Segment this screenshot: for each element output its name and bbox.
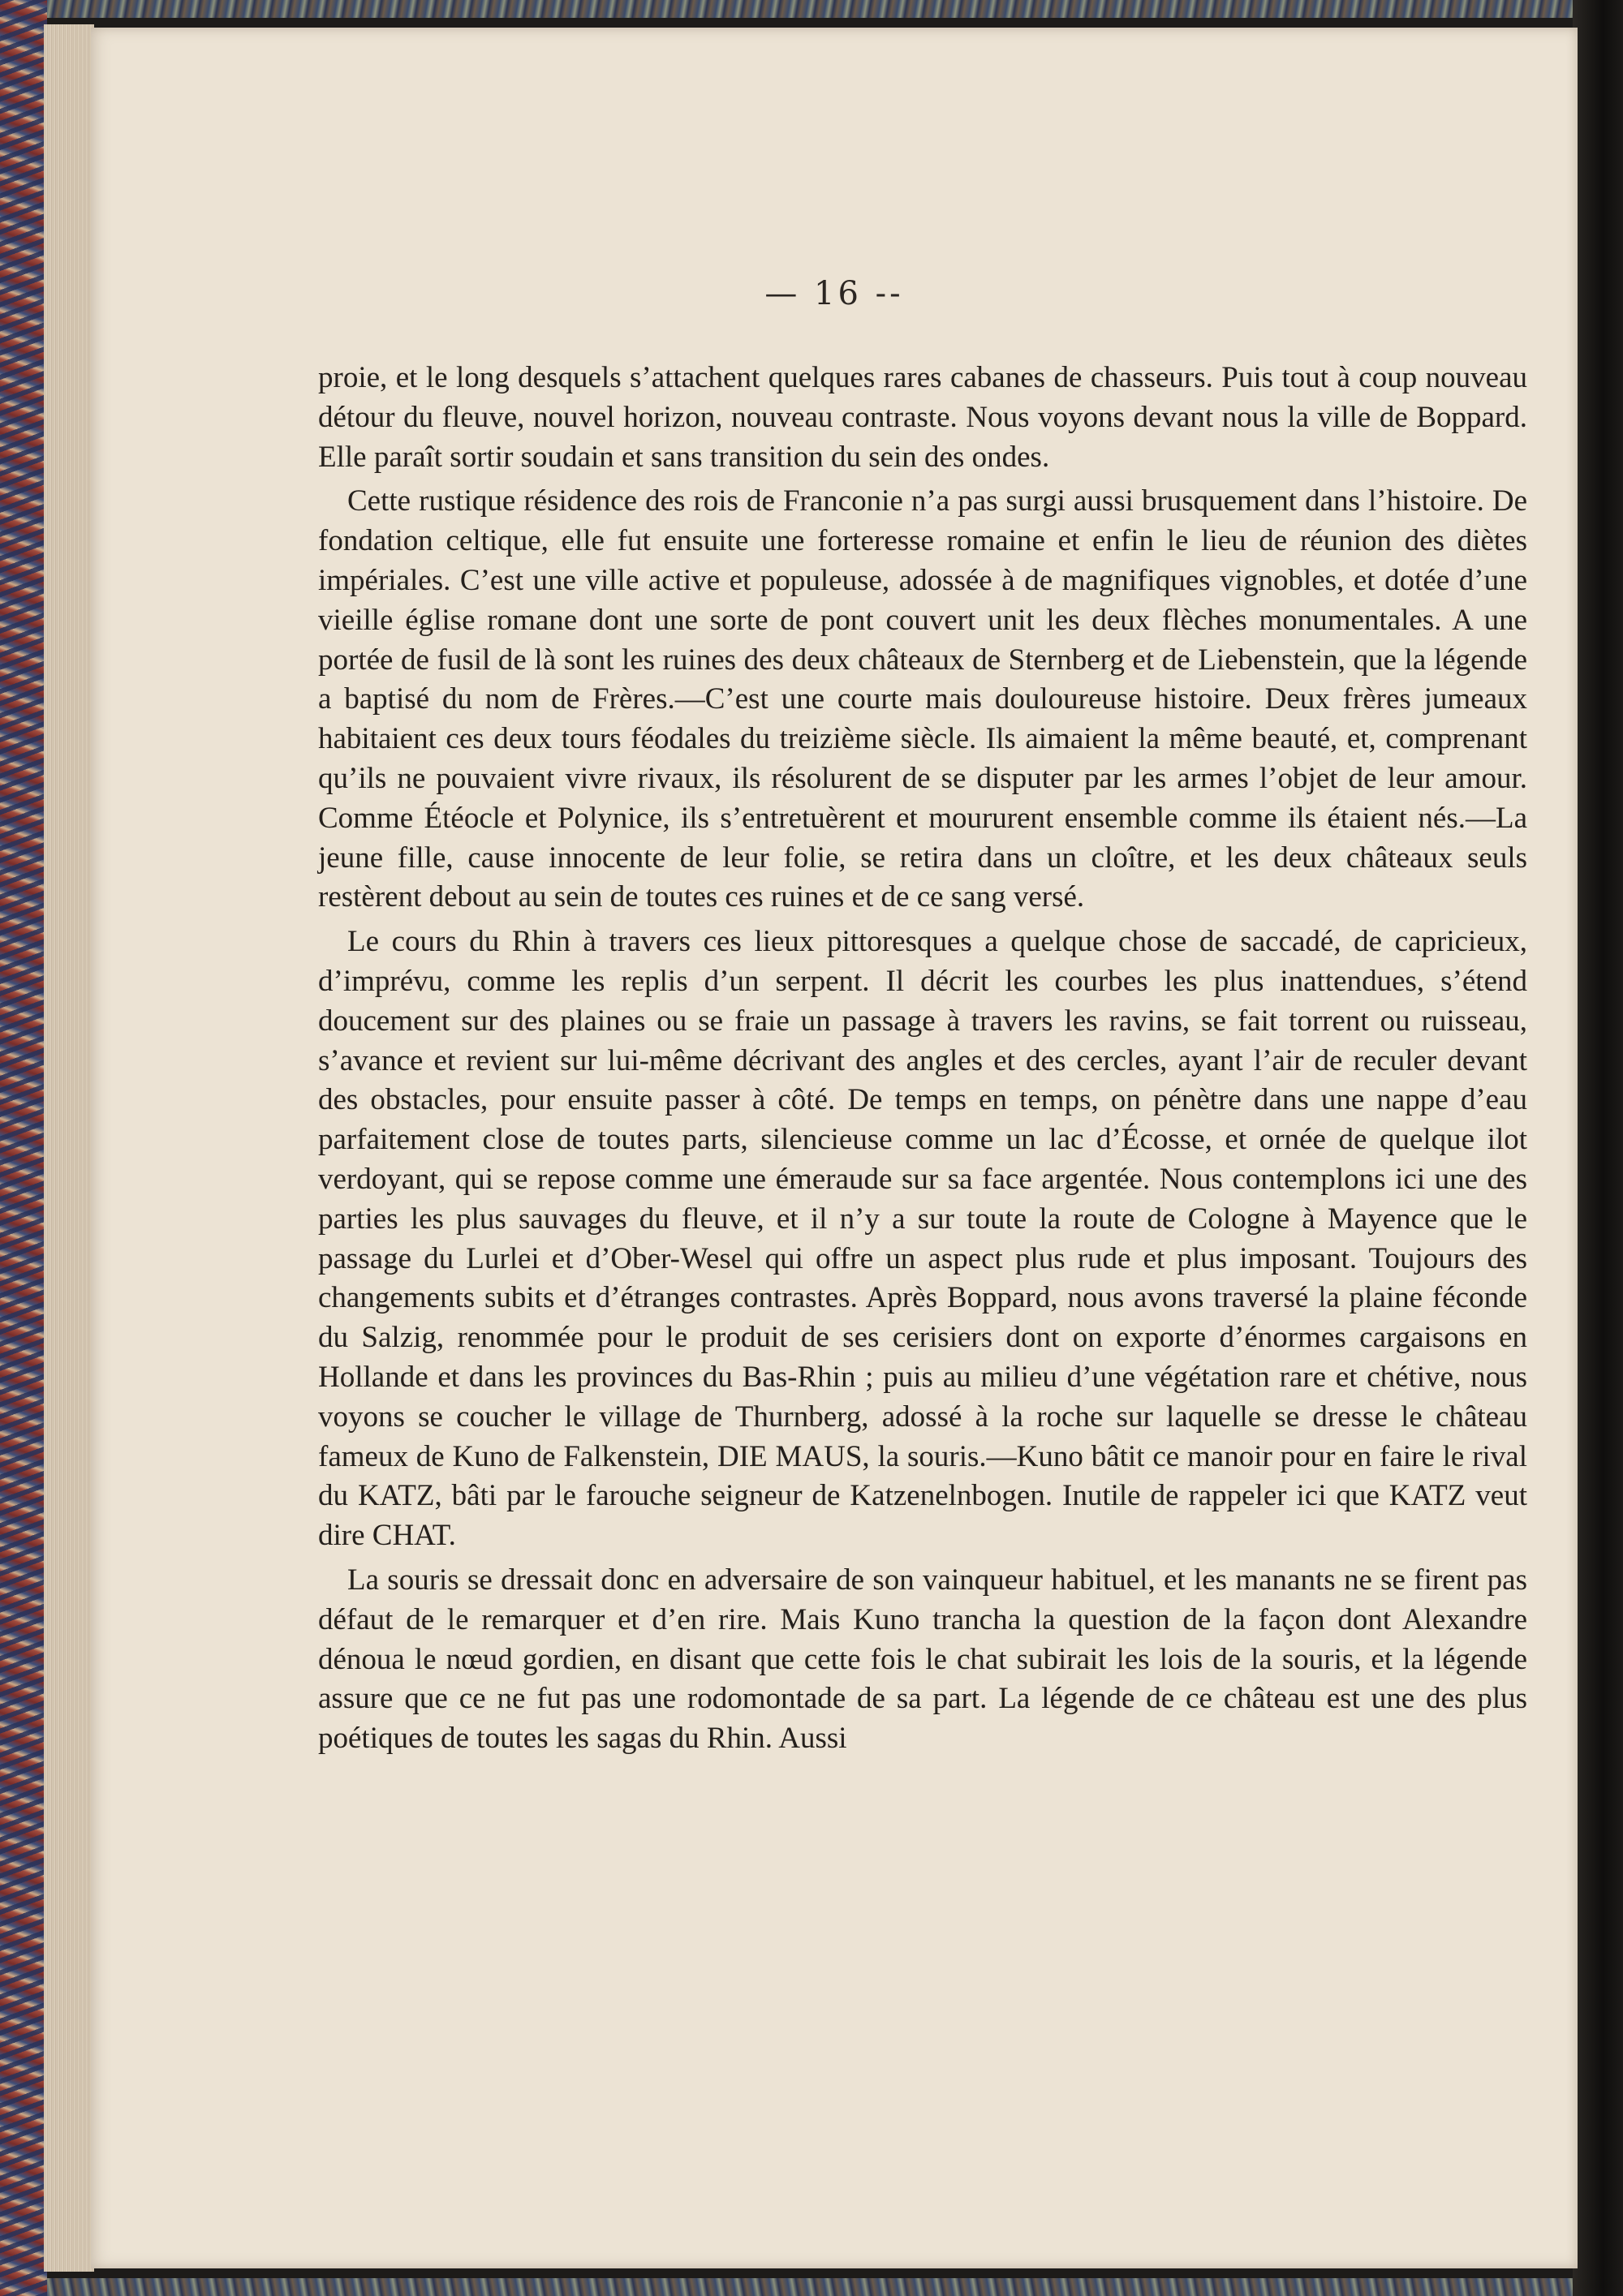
page-number: — 16 --	[764, 275, 904, 312]
book-cover-edge	[1573, 0, 1623, 2296]
paragraph-4: La souris se dressait donc en adversaire de son vainqueur habituel, et les manants ne se firent pas défaut de le remarquer et d’en rire. Mais Kuno trancha la question de la façon dont Alexandre dénoua le nœud gordien, en disant que cette fois le chat subirait les lois de la souris, et la légende assure que ce ne fut pas une rodomontade de sa part. La légende de ce château est une des plus poétiques de toutes les sagas du Rhin. Aussi	[318, 1563, 1527, 1756]
page-body-text	[318, 359, 1527, 1759]
marbled-edge-top	[47, 0, 1589, 18]
paragraph-3: Le cours du Rhin à travers ces lieux pittoresques a quelque chose de saccadé, de capricieux, d’imprévu, comme les replis d’un serpent. Il décrit les courbes les plus inattendues, s’étend doucement sur des plaines ou se fraie un passage à travers les ravins, se fait torrent ou ruisseau, s’avance et revient sur lui-même décrivant des angles et des cercles, ayant l’air de reculer devant des obstacles, pour ensuite passer à côté. De temps en temps, on pénètre dans une nappe d’eau parfaitement close de toutes parts, silencieuse comme un lac d’Écosse, et ornée de quelque ilot verdoyant, qui se repose comme une émeraude sur sa face argentée. Nous contemplons ici une des parties les plus sauvages du fleuve, et il n’y a sur toute la route de Cologne à Mayence que le passage du Lurlei et d’Ober-Wesel qui offre un aspect plus rude et plus imposant. Toujours des changements subits et d’étranges contrastes. Après Boppard, nous avons traversé la plaine féconde du Salzig, renommée pour le produit de ses cerisiers dont on exporte d’énormes cargaisons en Hollande et dans les provinces du Bas-Rhin ; puis au milieu d’une végétation rare et chétive, nous voyons se coucher le village de Thurnberg, adossé à la roche sur laquelle se dresse le château fameux de Kuno de Falkenstein, DIE MAUS, la souris.—Kuno bâtit ce manoir pour en faire le rival du KATZ, bâti par le farouche seigneur de Katzenelnbogen. Inutile de rappeler ici que KATZ veut dire CHAT.	[318, 925, 1527, 1553]
paragraph-2: Cette rustique résidence des rois de Franconie n’a pas surgi aussi brusquement dans l’histoire. De fondation celtique, elle fut ensuite une forteresse romaine et enfin le lieu de réunion des diètes impériales. C’est une ville active et populeuse, adossée à de magnifiques vignobles, et dotée d’une vieille église romane dont une sorte de pont couvert unit les deux flèches monumentales. A une portée de fusil de là sont les ruines des deux châteaux de Sternberg et de Liebenstein, que la légende a baptisé du nom de Frères.—C’est une courte mais douloureuse histoire. Deux frères jumeaux habitaient ces deux tours féodales du treizième siècle. Ils aimaient la même beauté, et, comprenant qu’ils ne pouvaient vivre rivaux, ils résolurent de se disputer par les armes l’objet de leur amour. Comme Étéocle et Polynice, ils s’entretuèrent et moururent ensemble comme ils étaient nés.—La jeune fille, cause innocente de leur folie, se retira dans un cloître, et les deux châteaux seuls restèrent debout au sein de toutes ces ruines et de ce sang versé.	[318, 484, 1527, 914]
marbled-edge-bottom	[47, 2278, 1589, 2296]
paragraph-1: proie, et le long desquels s’attachent quelques rares cabanes de chasseurs. Puis tout à coup nouveau détour du fleuve, nouvel horizon, nouveau contraste. Nous voyons devant nous la ville de Boppard. Elle paraît sortir soudain et sans transition du sein des ondes.	[318, 361, 1527, 474]
marbled-endpaper	[0, 0, 47, 2296]
page-edges	[44, 24, 94, 2272]
book-page	[91, 28, 1578, 2268]
